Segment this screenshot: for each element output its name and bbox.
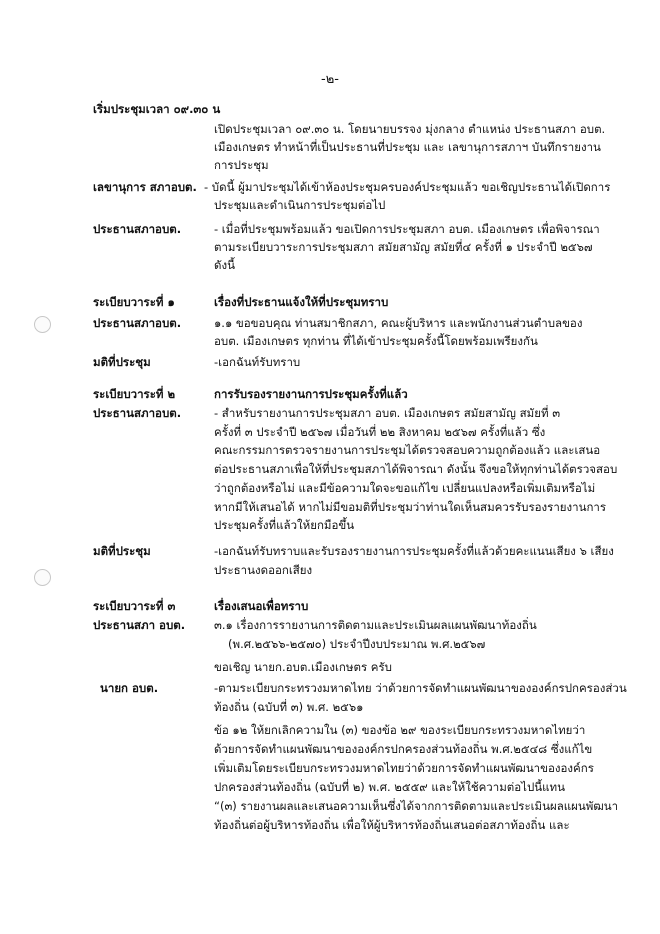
text-line: - เมื่อที่ประชุมพร้อมแล้ว ขอเปิดการประชุมสภา อบต. เมืองเกษตร เพื่อพิจารณา — [214, 222, 600, 236]
speaker-label: เลขานุการ สภาอบต. — [93, 180, 197, 194]
speaker-label: ประธานสภาอบต. — [93, 222, 182, 236]
text-line: เพิ่มเติมโดยระเบียบกระทรวงมหาดไทยว่าด้วยการจัดทำแผนพัฒนาขององค์กร — [214, 761, 594, 775]
resolution-label: มติที่ประชุม — [93, 355, 151, 369]
text-line: อบต. เมืองเกษตร ทุกท่าน ที่ได้เข้าประชุมครั้งนี้โดยพร้อมเพรียงกัน — [214, 334, 538, 348]
resolution-label: มติที่ประชุม — [93, 544, 151, 558]
text-line: ว่าถูกต้องหรือไม่ และมีข้อความใดจะขอแก้ไข เปลี่ยนแปลงหรือเพิ่มเติมหรือไม่ — [214, 481, 596, 495]
text-line: ท้องถิ่นต่อผู้บริหารท้องถิ่น เพื่อให้ผู้บริหารท้องถิ่นเสนอต่อสภาท้องถิ่น และ — [214, 818, 570, 832]
text-line: คณะกรรมการตรวจรายงานการประชุมได้ตรวจสอบความถูกต้องแล้ว และเสนอ — [214, 443, 601, 457]
text-line: ดังนี้ — [214, 258, 235, 272]
text-line: -เอกฉันท์รับทราบและรับรองรายงานการประชุมครั้งที่แล้วด้วยคะแนนเสียง ๖ เสียง — [214, 544, 614, 558]
page-number: -๒- — [321, 72, 339, 87]
text-line: ๓.๑ เรื่องการรายงานการติดตามและประเมินผลแผนพัฒนาท้องถิ่น — [214, 618, 537, 632]
punch-hole — [34, 569, 51, 586]
text-line: ครั้งที่ ๓ ประจำปี ๒๕๖๗ เมื่อวันที่ ๒๒ สิงหาคม ๒๕๖๗ ครั้งที่แล้ว ซึ่ง — [214, 425, 546, 439]
text-line: -เอกฉันท์รับทราบ — [214, 355, 301, 369]
text-line: -ตามระเบียบกระทรวงมหาดไทย ว่าด้วยการจัดทำแผนพัฒนาขององค์กรปกครองส่วน — [214, 681, 627, 695]
text-line: ประธานงดออกเสียง — [214, 563, 313, 577]
text-line: ประชุมครั้งที่แล้วให้ยกมือขึ้น — [214, 518, 355, 532]
text-line: เมืองเกษตร ทำหน้าที่เป็นประธานที่ประชุม และ เลขานุการสภาฯ บันทึกรายงาน — [214, 140, 601, 154]
meeting-start-heading: เริ่มประชุมเวลา ๐๙.๓๐ น — [93, 102, 221, 116]
agenda-item-label: ระเบียบวาระที่ ๓ — [93, 599, 176, 613]
text-line: ข้อ ๑๒ ให้ยกเลิกความใน (๓) ของข้อ ๒๙ ของระเบียบกระทรวงมหาดไทยว่า — [214, 723, 586, 737]
text-line: การประชุม — [214, 158, 269, 172]
agenda-item-title: การรับรองรายงานการประชุมครั้งที่แล้ว — [214, 387, 408, 401]
text-line: - สำหรับรายงานการประชุมสภา อบต. เมืองเกษตร สมัยสามัญ สมัยที่ ๓ — [214, 406, 561, 420]
punch-hole — [34, 316, 51, 333]
text-line: - บัดนี้ ผู้มาประชุมได้เข้าห้องประชุมครบองค์ประชุมแล้ว ขอเชิญประธานได้เปิดการ — [204, 180, 611, 194]
text-line: ประชุมและดำเนินการประชุมต่อไป — [214, 198, 386, 212]
speaker-label: นายก อบต. — [100, 681, 159, 695]
agenda-item-label: ระเบียบวาระที่ ๑ — [93, 295, 175, 309]
text-line: (พ.ศ.๒๕๖๖-๒๕๗๐) ประจำปีงบประมาณ พ.ศ.๒๕๖๗ — [228, 637, 486, 651]
text-line: ต่อประธานสภาเพื่อให้ที่ประชุมสภาได้พิจารณา ดังนั้น จึงขอให้ทุกท่านได้ตรวจสอบ — [214, 462, 618, 476]
text-line: หากมีให้เสนอได้ หากไม่มีขอมติที่ประชุมว่าท่านใดเห็นสมควรรับรองรายงานการ — [214, 500, 607, 514]
text-line: ท้องถิ่น (ฉบับที่ ๓) พ.ศ. ๒๕๖๑ — [214, 700, 364, 714]
agenda-item-title: เรื่องที่ประธานแจ้งให้ที่ประชุมทราบ — [214, 295, 389, 309]
text-line: ๑.๑ ขอขอบคุณ ท่านสมาชิกสภา, คณะผู้บริหาร และพนักงานส่วนตำบลของ — [214, 316, 583, 330]
text-line: เปิดประชุมเวลา ๐๙.๓๐ น. โดยนายบรรจง มุ่งกลาง ตำแหน่ง ประธานสภา อบต. — [214, 122, 606, 136]
agenda-item-title: เรื่องเสนอเพื่อทราบ — [214, 599, 309, 613]
speaker-label: ประธานสภา อบต. — [93, 618, 186, 632]
agenda-item-label: ระเบียบวาระที่ ๒ — [93, 387, 176, 401]
text-line: ด้วยการจัดทำแผนพัฒนาขององค์กรปกครองส่วนท้องถิ่น พ.ศ.๒๕๔๘ ซึ่งแก้ไข — [214, 742, 593, 756]
text-line: ขอเชิญ นายก.อบต.เมืองเกษตร ครับ — [214, 660, 392, 674]
text-line: ปกครองส่วนท้องถิ่น (ฉบับที่ ๒) พ.ศ. ๒๕๕๙ และให้ใช้ความต่อไปนี้แทน — [214, 780, 565, 794]
speaker-label: ประธานสภาอบต. — [93, 406, 182, 420]
text-line: “(๓) รายงานผลและเสนอความเห็นซึ่งได้จากการติดตามและประเมินผลแผนพัฒนา — [214, 799, 619, 813]
speaker-label: ประธานสภาอบต. — [93, 316, 182, 330]
text-line: ตามระเบียบวาระการประชุมสภา สมัยสามัญ สมัยที่๔ ครั้งที่ ๑ ประจำปี ๒๕๖๗ — [214, 240, 593, 254]
